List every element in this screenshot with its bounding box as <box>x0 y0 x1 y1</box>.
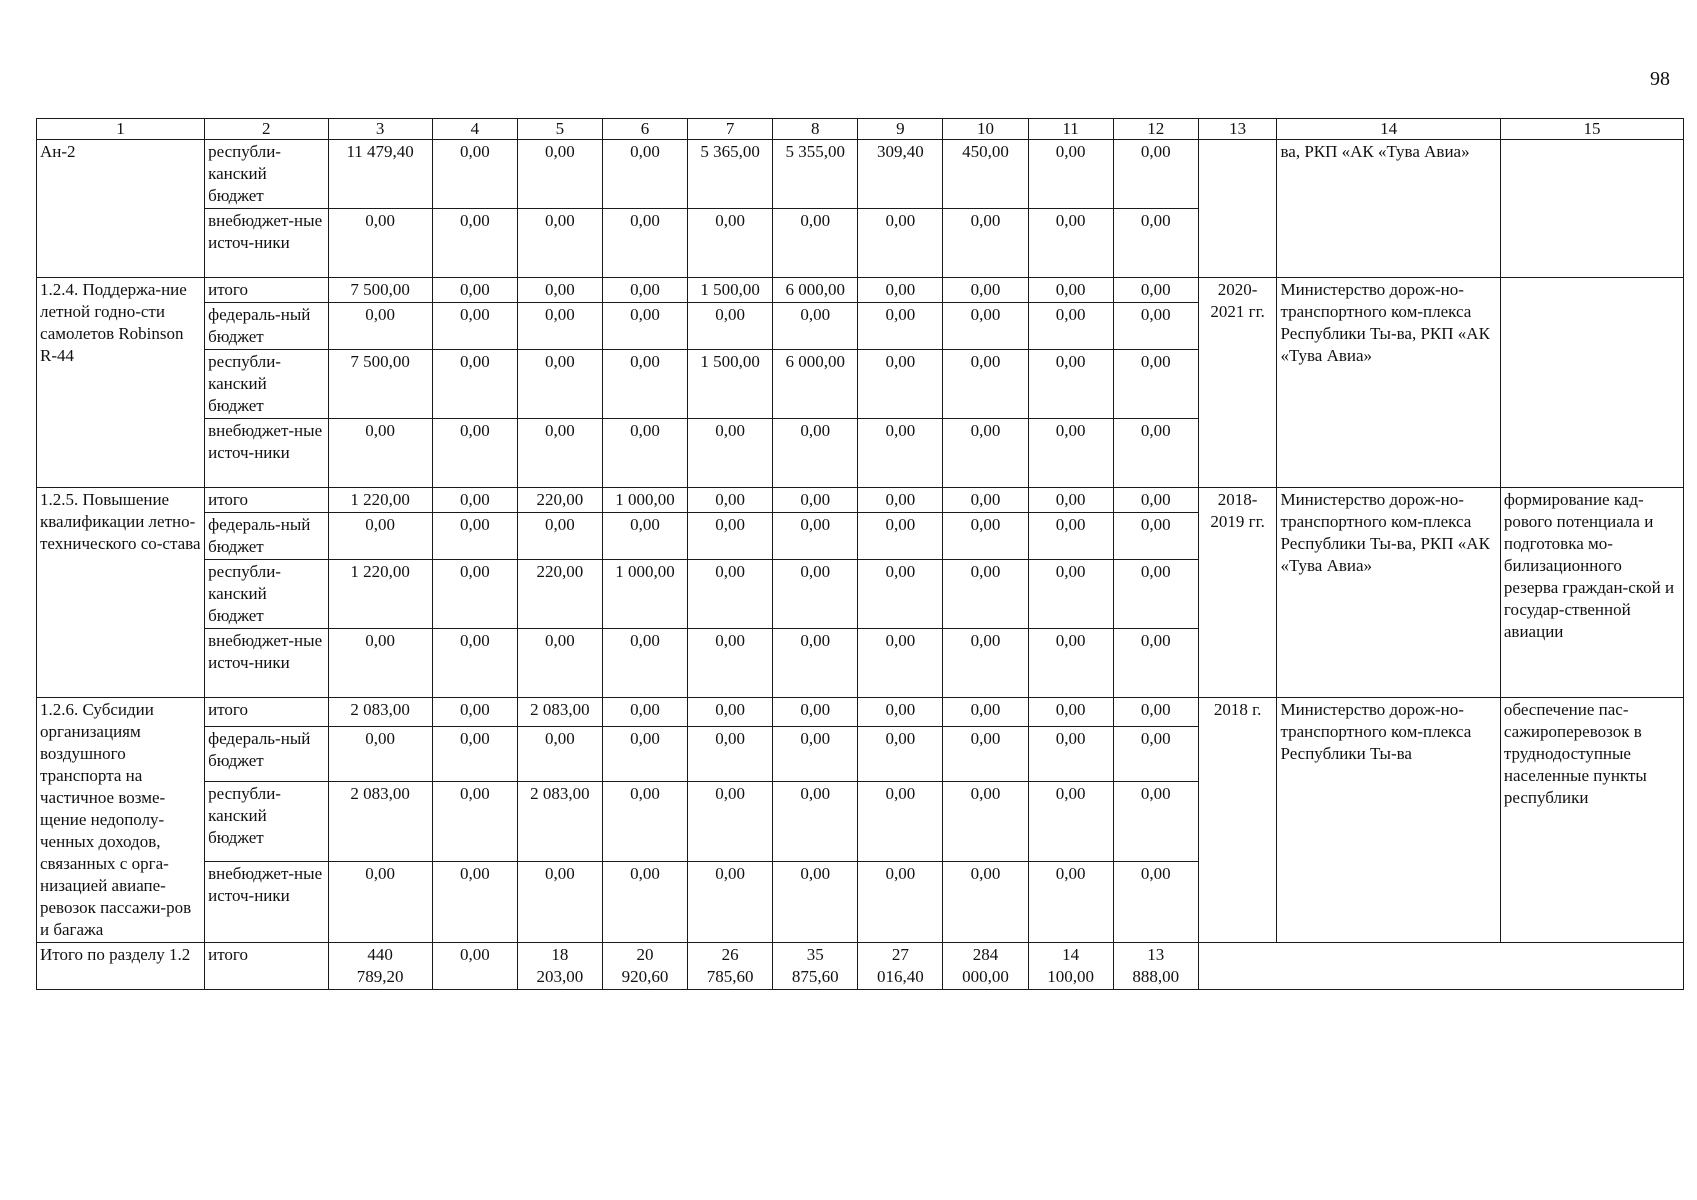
value-cell: 0,00 <box>432 727 517 782</box>
value-cell: 0,00 <box>432 513 517 560</box>
header-row <box>37 119 1684 140</box>
value-cell: 0,00 <box>688 727 773 782</box>
total-name: Итого по разделу 1.2 <box>37 943 205 990</box>
value-cell: 0,00 <box>1028 513 1113 560</box>
executor: Министерство дорож-но-транспортного ком-плекса Республики Ты-ва <box>1277 698 1500 943</box>
value-cell: 0,00 <box>1113 419 1198 488</box>
value-cell: 0,00 <box>328 209 432 278</box>
value-cell: 0,00 <box>1113 862 1198 943</box>
value-cell: 11 479,40 <box>328 140 432 209</box>
value-cell: 0,00 <box>1028 278 1113 303</box>
value-cell: 0,00 <box>602 278 687 303</box>
value-cell: 0,00 <box>517 419 602 488</box>
value-cell: 0,00 <box>432 560 517 629</box>
value-cell: 0,00 <box>1028 698 1113 727</box>
value-cell: 0,00 <box>602 629 687 698</box>
value-cell: 1 000,00 <box>602 560 687 629</box>
value-cell: 0,00 <box>1028 488 1113 513</box>
column-header: 5 <box>517 119 602 140</box>
total-empty-cell <box>1198 943 1683 990</box>
value-cell: 0,00 <box>943 303 1028 350</box>
expected-result: обеспечение пас-сажироперевозок в труднодоступные населенные пункты республики <box>1500 698 1683 943</box>
total-row <box>37 943 1684 990</box>
value-cell: 0,00 <box>602 140 687 209</box>
column-header: 2 <box>205 119 328 140</box>
column-header: 15 <box>1500 119 1683 140</box>
funding-source: внебюджет-ные источ-ники <box>205 862 328 943</box>
table-row <box>37 278 1684 303</box>
value-cell: 220,00 <box>517 560 602 629</box>
value-cell: 0,00 <box>773 781 858 862</box>
value-cell: 0,00 <box>432 781 517 862</box>
value-cell: 0,00 <box>432 278 517 303</box>
funding-source: федераль-ный бюджет <box>205 513 328 560</box>
expected-result: формирование кад-рового потенциала и подготовка мо-билизационного резерва граждан-ской и государ-ственной авиации <box>1500 488 1683 698</box>
value-cell: 0,00 <box>943 419 1028 488</box>
value-cell: 0,00 <box>943 727 1028 782</box>
value-cell: 7 500,00 <box>328 350 432 419</box>
value-cell: 0,00 <box>858 303 943 350</box>
value-cell: 0,00 <box>517 513 602 560</box>
value-cell: 0,00 <box>1028 781 1113 862</box>
value-cell: 0,00 <box>328 513 432 560</box>
value-cell: 0,00 <box>858 560 943 629</box>
value-cell: 0,00 <box>432 488 517 513</box>
value-cell: 1 220,00 <box>328 488 432 513</box>
value-cell: 0,00 <box>1113 488 1198 513</box>
value-cell: 0,00 <box>773 862 858 943</box>
funding-source: республи-канский бюджет <box>205 560 328 629</box>
value-cell: 0,00 <box>1028 303 1113 350</box>
value-cell: 0,00 <box>858 781 943 862</box>
value-cell: 0,00 <box>688 513 773 560</box>
value-cell: 0,00 <box>517 862 602 943</box>
value-cell: 0,00 <box>943 560 1028 629</box>
value-cell: 0,00 <box>1028 140 1113 209</box>
value-cell: 0,00 <box>773 303 858 350</box>
value-cell: 0,00 <box>688 488 773 513</box>
value-cell: 0,00 <box>602 781 687 862</box>
value-cell: 0,00 <box>943 350 1028 419</box>
value-cell: 0,00 <box>1113 560 1198 629</box>
value-cell: 0,00 <box>858 350 943 419</box>
value-cell: 0,00 <box>517 140 602 209</box>
total-value-cell: 27 016,40 <box>858 943 943 990</box>
total-value-cell: 284 000,00 <box>943 943 1028 990</box>
value-cell: 0,00 <box>328 303 432 350</box>
column-header: 13 <box>1198 119 1277 140</box>
total-value-cell: 0,00 <box>432 943 517 990</box>
value-cell: 0,00 <box>517 727 602 782</box>
value-cell: 0,00 <box>1113 209 1198 278</box>
value-cell: 0,00 <box>432 698 517 727</box>
column-header: 9 <box>858 119 943 140</box>
value-cell: 0,00 <box>602 419 687 488</box>
period: 2018-2019 гг. <box>1198 488 1277 698</box>
executor: Министерство дорож-но-транспортного ком-плекса Республики Ты-ва, РКП «АК «Тува Авиа» <box>1277 278 1500 488</box>
value-cell: 0,00 <box>1028 560 1113 629</box>
value-cell: 0,00 <box>432 862 517 943</box>
period: 2020-2021 гг. <box>1198 278 1277 488</box>
value-cell: 0,00 <box>943 629 1028 698</box>
value-cell: 0,00 <box>602 350 687 419</box>
value-cell: 0,00 <box>432 140 517 209</box>
value-cell: 0,00 <box>328 629 432 698</box>
value-cell: 0,00 <box>1113 698 1198 727</box>
column-header: 11 <box>1028 119 1113 140</box>
value-cell: 0,00 <box>517 629 602 698</box>
value-cell: 0,00 <box>943 781 1028 862</box>
value-cell: 0,00 <box>602 303 687 350</box>
value-cell: 0,00 <box>688 560 773 629</box>
value-cell: 309,40 <box>858 140 943 209</box>
value-cell: 0,00 <box>602 862 687 943</box>
value-cell: 0,00 <box>943 278 1028 303</box>
funding-source: республи-канский бюджет <box>205 781 328 862</box>
funding-source: внебюджет-ные источ-ники <box>205 209 328 278</box>
column-header: 8 <box>773 119 858 140</box>
value-cell: 0,00 <box>1028 209 1113 278</box>
value-cell: 0,00 <box>602 513 687 560</box>
value-cell: 0,00 <box>688 629 773 698</box>
funding-source: республи-канский бюджет <box>205 140 328 209</box>
value-cell: 0,00 <box>858 278 943 303</box>
value-cell: 0,00 <box>1113 303 1198 350</box>
value-cell: 1 220,00 <box>328 560 432 629</box>
value-cell: 0,00 <box>432 303 517 350</box>
executor: ва, РКП «АК «Тува Авиа» <box>1277 140 1500 278</box>
table-row <box>37 140 1684 209</box>
value-cell: 0,00 <box>858 862 943 943</box>
value-cell: 0,00 <box>773 488 858 513</box>
funding-source: федераль-ный бюджет <box>205 727 328 782</box>
expected-result <box>1500 278 1683 488</box>
value-cell: 0,00 <box>773 629 858 698</box>
column-header: 14 <box>1277 119 1500 140</box>
value-cell: 0,00 <box>328 862 432 943</box>
value-cell: 0,00 <box>328 727 432 782</box>
value-cell: 0,00 <box>858 419 943 488</box>
value-cell: 0,00 <box>943 209 1028 278</box>
value-cell: 0,00 <box>1113 781 1198 862</box>
value-cell: 0,00 <box>432 629 517 698</box>
total-value-cell: 14 100,00 <box>1028 943 1113 990</box>
budget-table <box>36 118 1684 990</box>
column-header: 12 <box>1113 119 1198 140</box>
value-cell: 1 000,00 <box>602 488 687 513</box>
value-cell: 0,00 <box>858 488 943 513</box>
column-header: 7 <box>688 119 773 140</box>
executor: Министерство дорож-но-транспортного ком-плекса Республики Ты-ва, РКП «АК «Тува Авиа» <box>1277 488 1500 698</box>
funding-source: внебюджет-ные источ-ники <box>205 419 328 488</box>
value-cell: 0,00 <box>1113 513 1198 560</box>
value-cell: 0,00 <box>517 209 602 278</box>
column-header: 6 <box>602 119 687 140</box>
value-cell: 0,00 <box>858 698 943 727</box>
column-header: 1 <box>37 119 205 140</box>
column-header: 4 <box>432 119 517 140</box>
value-cell: 0,00 <box>1113 727 1198 782</box>
total-value-cell: 13 888,00 <box>1113 943 1198 990</box>
funding-source: итого <box>205 698 328 727</box>
value-cell: 2 083,00 <box>328 698 432 727</box>
value-cell: 1 500,00 <box>688 278 773 303</box>
value-cell: 0,00 <box>1113 350 1198 419</box>
value-cell: 2 083,00 <box>328 781 432 862</box>
value-cell: 0,00 <box>773 209 858 278</box>
value-cell: 0,00 <box>1028 350 1113 419</box>
value-cell: 0,00 <box>517 350 602 419</box>
expected-result <box>1500 140 1683 278</box>
value-cell: 0,00 <box>1028 419 1113 488</box>
value-cell: 0,00 <box>688 781 773 862</box>
value-cell: 5 365,00 <box>688 140 773 209</box>
measure-name: Ан-2 <box>37 140 205 278</box>
value-cell: 0,00 <box>517 278 602 303</box>
total-value-cell: 26 785,60 <box>688 943 773 990</box>
value-cell: 6 000,00 <box>773 278 858 303</box>
funding-source: федераль-ный бюджет <box>205 303 328 350</box>
period <box>1198 140 1277 278</box>
total-label: итого <box>205 943 328 990</box>
page-number: 98 <box>1650 68 1670 90</box>
value-cell: 0,00 <box>858 209 943 278</box>
value-cell: 0,00 <box>773 560 858 629</box>
table-row <box>37 488 1684 513</box>
measure-name: 1.2.6. Субсидии организациям воздушного транспорта на частичное возме-щение недополу-ченных доходов, связанных с орга-низацией авиапе-ревозок пассажи-ров и багажа <box>37 698 205 943</box>
value-cell: 0,00 <box>1113 278 1198 303</box>
value-cell: 0,00 <box>943 862 1028 943</box>
funding-source: итого <box>205 278 328 303</box>
value-cell: 7 500,00 <box>328 278 432 303</box>
funding-source: республи-канский бюджет <box>205 350 328 419</box>
measure-name: 1.2.4. Поддержа-ние летной годно-сти самолетов Robinson R-44 <box>37 278 205 488</box>
value-cell: 0,00 <box>858 727 943 782</box>
value-cell: 220,00 <box>517 488 602 513</box>
total-value-cell: 18 203,00 <box>517 943 602 990</box>
value-cell: 0,00 <box>602 209 687 278</box>
value-cell: 0,00 <box>688 419 773 488</box>
value-cell: 0,00 <box>688 698 773 727</box>
table-row <box>37 698 1684 727</box>
value-cell: 0,00 <box>858 513 943 560</box>
value-cell: 450,00 <box>943 140 1028 209</box>
value-cell: 0,00 <box>773 727 858 782</box>
value-cell: 0,00 <box>688 209 773 278</box>
total-value-cell: 35 875,60 <box>773 943 858 990</box>
value-cell: 0,00 <box>943 513 1028 560</box>
value-cell: 0,00 <box>773 698 858 727</box>
column-header: 10 <box>943 119 1028 140</box>
value-cell: 0,00 <box>688 862 773 943</box>
value-cell: 0,00 <box>1028 862 1113 943</box>
value-cell: 0,00 <box>773 513 858 560</box>
funding-source: внебюджет-ные источ-ники <box>205 629 328 698</box>
measure-name: 1.2.5. Повышение квалификации летно-технического со-става <box>37 488 205 698</box>
value-cell: 6 000,00 <box>773 350 858 419</box>
value-cell: 0,00 <box>1028 727 1113 782</box>
value-cell: 0,00 <box>773 419 858 488</box>
value-cell: 2 083,00 <box>517 698 602 727</box>
period: 2018 г. <box>1198 698 1277 943</box>
value-cell: 0,00 <box>328 419 432 488</box>
value-cell: 0,00 <box>1028 629 1113 698</box>
funding-source: итого <box>205 488 328 513</box>
value-cell: 0,00 <box>432 350 517 419</box>
value-cell: 0,00 <box>1113 629 1198 698</box>
value-cell: 0,00 <box>943 488 1028 513</box>
value-cell: 0,00 <box>432 419 517 488</box>
value-cell: 5 355,00 <box>773 140 858 209</box>
value-cell: 0,00 <box>688 303 773 350</box>
value-cell: 0,00 <box>517 303 602 350</box>
value-cell: 0,00 <box>602 727 687 782</box>
value-cell: 0,00 <box>943 698 1028 727</box>
column-header: 3 <box>328 119 432 140</box>
value-cell: 0,00 <box>1113 140 1198 209</box>
value-cell: 0,00 <box>602 698 687 727</box>
value-cell: 0,00 <box>858 629 943 698</box>
total-value-cell: 440 789,20 <box>328 943 432 990</box>
total-value-cell: 20 920,60 <box>602 943 687 990</box>
value-cell: 0,00 <box>432 209 517 278</box>
value-cell: 1 500,00 <box>688 350 773 419</box>
value-cell: 2 083,00 <box>517 781 602 862</box>
